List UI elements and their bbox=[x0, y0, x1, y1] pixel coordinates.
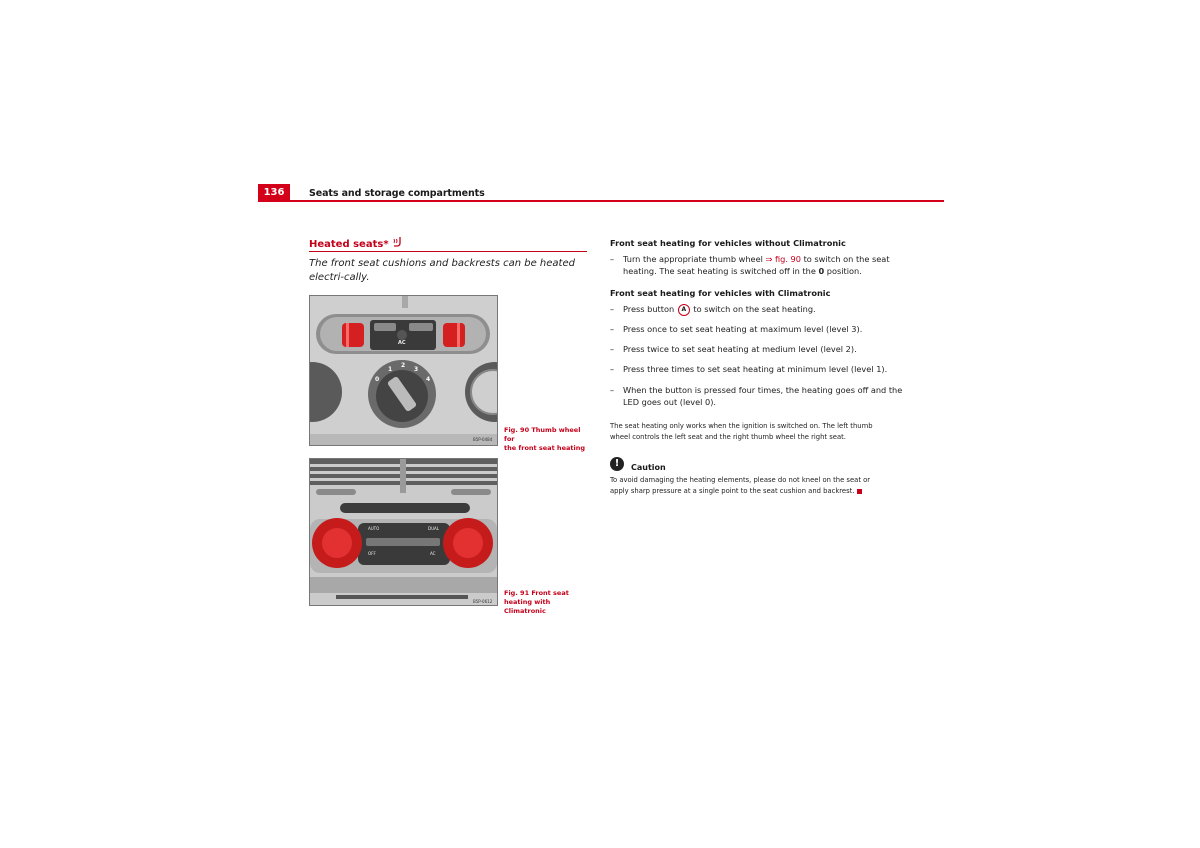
item2-text-b: to switch on the seat heating. bbox=[693, 304, 816, 314]
button-a-marker: A bbox=[678, 304, 690, 316]
seat-heating-icon bbox=[393, 237, 403, 251]
fig90-dial-3: 3 bbox=[414, 366, 419, 373]
list-item-level-2 bbox=[610, 343, 903, 355]
list-item-level-3 bbox=[610, 323, 903, 335]
section-heading-text: Heated seats* bbox=[309, 239, 389, 250]
fig90-caption bbox=[504, 426, 590, 453]
bullet-dash: – bbox=[610, 364, 615, 374]
fig91-off-label: OFF bbox=[368, 551, 376, 556]
subheading-without-climatronic: Front seat heating for vehicles without Climatronic bbox=[610, 238, 846, 248]
fig90-caption-line2: the front seat heating bbox=[504, 444, 585, 452]
page-number: 136 bbox=[258, 184, 290, 201]
bullet-dash: – bbox=[610, 304, 615, 314]
figure-91-climatronic-photo bbox=[309, 458, 498, 606]
fig90-illustration bbox=[310, 296, 497, 445]
fig90-dial-2: 2 bbox=[401, 362, 406, 369]
fig91-ac-label: AC bbox=[430, 551, 436, 556]
item2-text-a: Press button bbox=[623, 304, 675, 314]
bullet-dash: – bbox=[610, 324, 615, 334]
item1-text-b: to switch on the seat heating. The seat heating is switched off in the bbox=[623, 254, 890, 276]
item3-text: Press once to set seat heating at maximum level (level 3). bbox=[623, 324, 863, 334]
fig91-illustration bbox=[310, 459, 497, 605]
end-of-section-icon bbox=[857, 489, 862, 494]
list-item-press-button bbox=[610, 303, 903, 316]
intro-text: The front seat cushions and backrests can be heated electri-cally. bbox=[309, 258, 575, 283]
fig90-ac-label: AC bbox=[398, 340, 406, 346]
note-ignition: The seat heating only works when the ignition is switched on. The left thumb wheel controls the left seat and the right thumb wheel the right seat. bbox=[610, 422, 873, 441]
section-rule bbox=[309, 251, 587, 252]
item4-text: Press twice to set seat heating at medium level (level 2). bbox=[623, 344, 857, 354]
figure-90-thumb-wheel-photo bbox=[309, 295, 498, 446]
caution-text bbox=[610, 475, 890, 497]
running-title: Seats and storage compartments bbox=[309, 188, 485, 199]
bullet-dash: – bbox=[610, 385, 615, 395]
caution-exclamation-icon: ! bbox=[610, 457, 624, 471]
item1-text-c: position. bbox=[826, 266, 862, 276]
fig90-dial-0: 0 bbox=[375, 376, 380, 383]
fig-90-link[interactable]: ⇒ fig. 90 bbox=[765, 254, 801, 264]
fig91-caption-line2: heating with Climatronic bbox=[504, 598, 551, 615]
item6-text: When the button is pressed four times, the heating goes off and the LED goes out (level 0). bbox=[623, 385, 903, 407]
fig91-caption-line1: Fig. 91 Front seat bbox=[504, 589, 569, 597]
fig91-auto-label: AUTO bbox=[368, 526, 380, 531]
caution-body: To avoid damaging the heating elements, please do not kneel on the seat or apply sharp pressure at a single point to the seat cushion and backrest. bbox=[610, 476, 871, 495]
header-rule bbox=[258, 200, 944, 202]
fig90-code: B5P-0484 bbox=[473, 437, 493, 442]
list-item-level-0 bbox=[610, 384, 903, 408]
item1-bold-zero: 0 bbox=[818, 266, 825, 276]
item1-text-a: Turn the appropriate thumb wheel bbox=[623, 254, 763, 264]
item5-text: Press three times to set seat heating at minimum level (level 1). bbox=[623, 364, 888, 374]
caution-title: Caution bbox=[631, 463, 666, 472]
fig90-caption-line1: Fig. 90 Thumb wheel for bbox=[504, 426, 581, 443]
fig91-dual-label: DUAL bbox=[428, 526, 439, 531]
bullet-dash: – bbox=[610, 254, 615, 264]
bullet-dash: – bbox=[610, 344, 615, 354]
list-item-level-1 bbox=[610, 363, 903, 375]
section-heading bbox=[309, 237, 403, 251]
fig91-caption bbox=[504, 589, 590, 616]
fig91-code: B5P-0612 bbox=[473, 599, 493, 604]
fig90-dial-4: 4 bbox=[426, 376, 431, 383]
fig90-dial-1: 1 bbox=[388, 366, 393, 373]
subheading-with-climatronic: Front seat heating for vehicles with Climatronic bbox=[610, 288, 831, 298]
list-item-thumb-wheel bbox=[610, 253, 903, 277]
